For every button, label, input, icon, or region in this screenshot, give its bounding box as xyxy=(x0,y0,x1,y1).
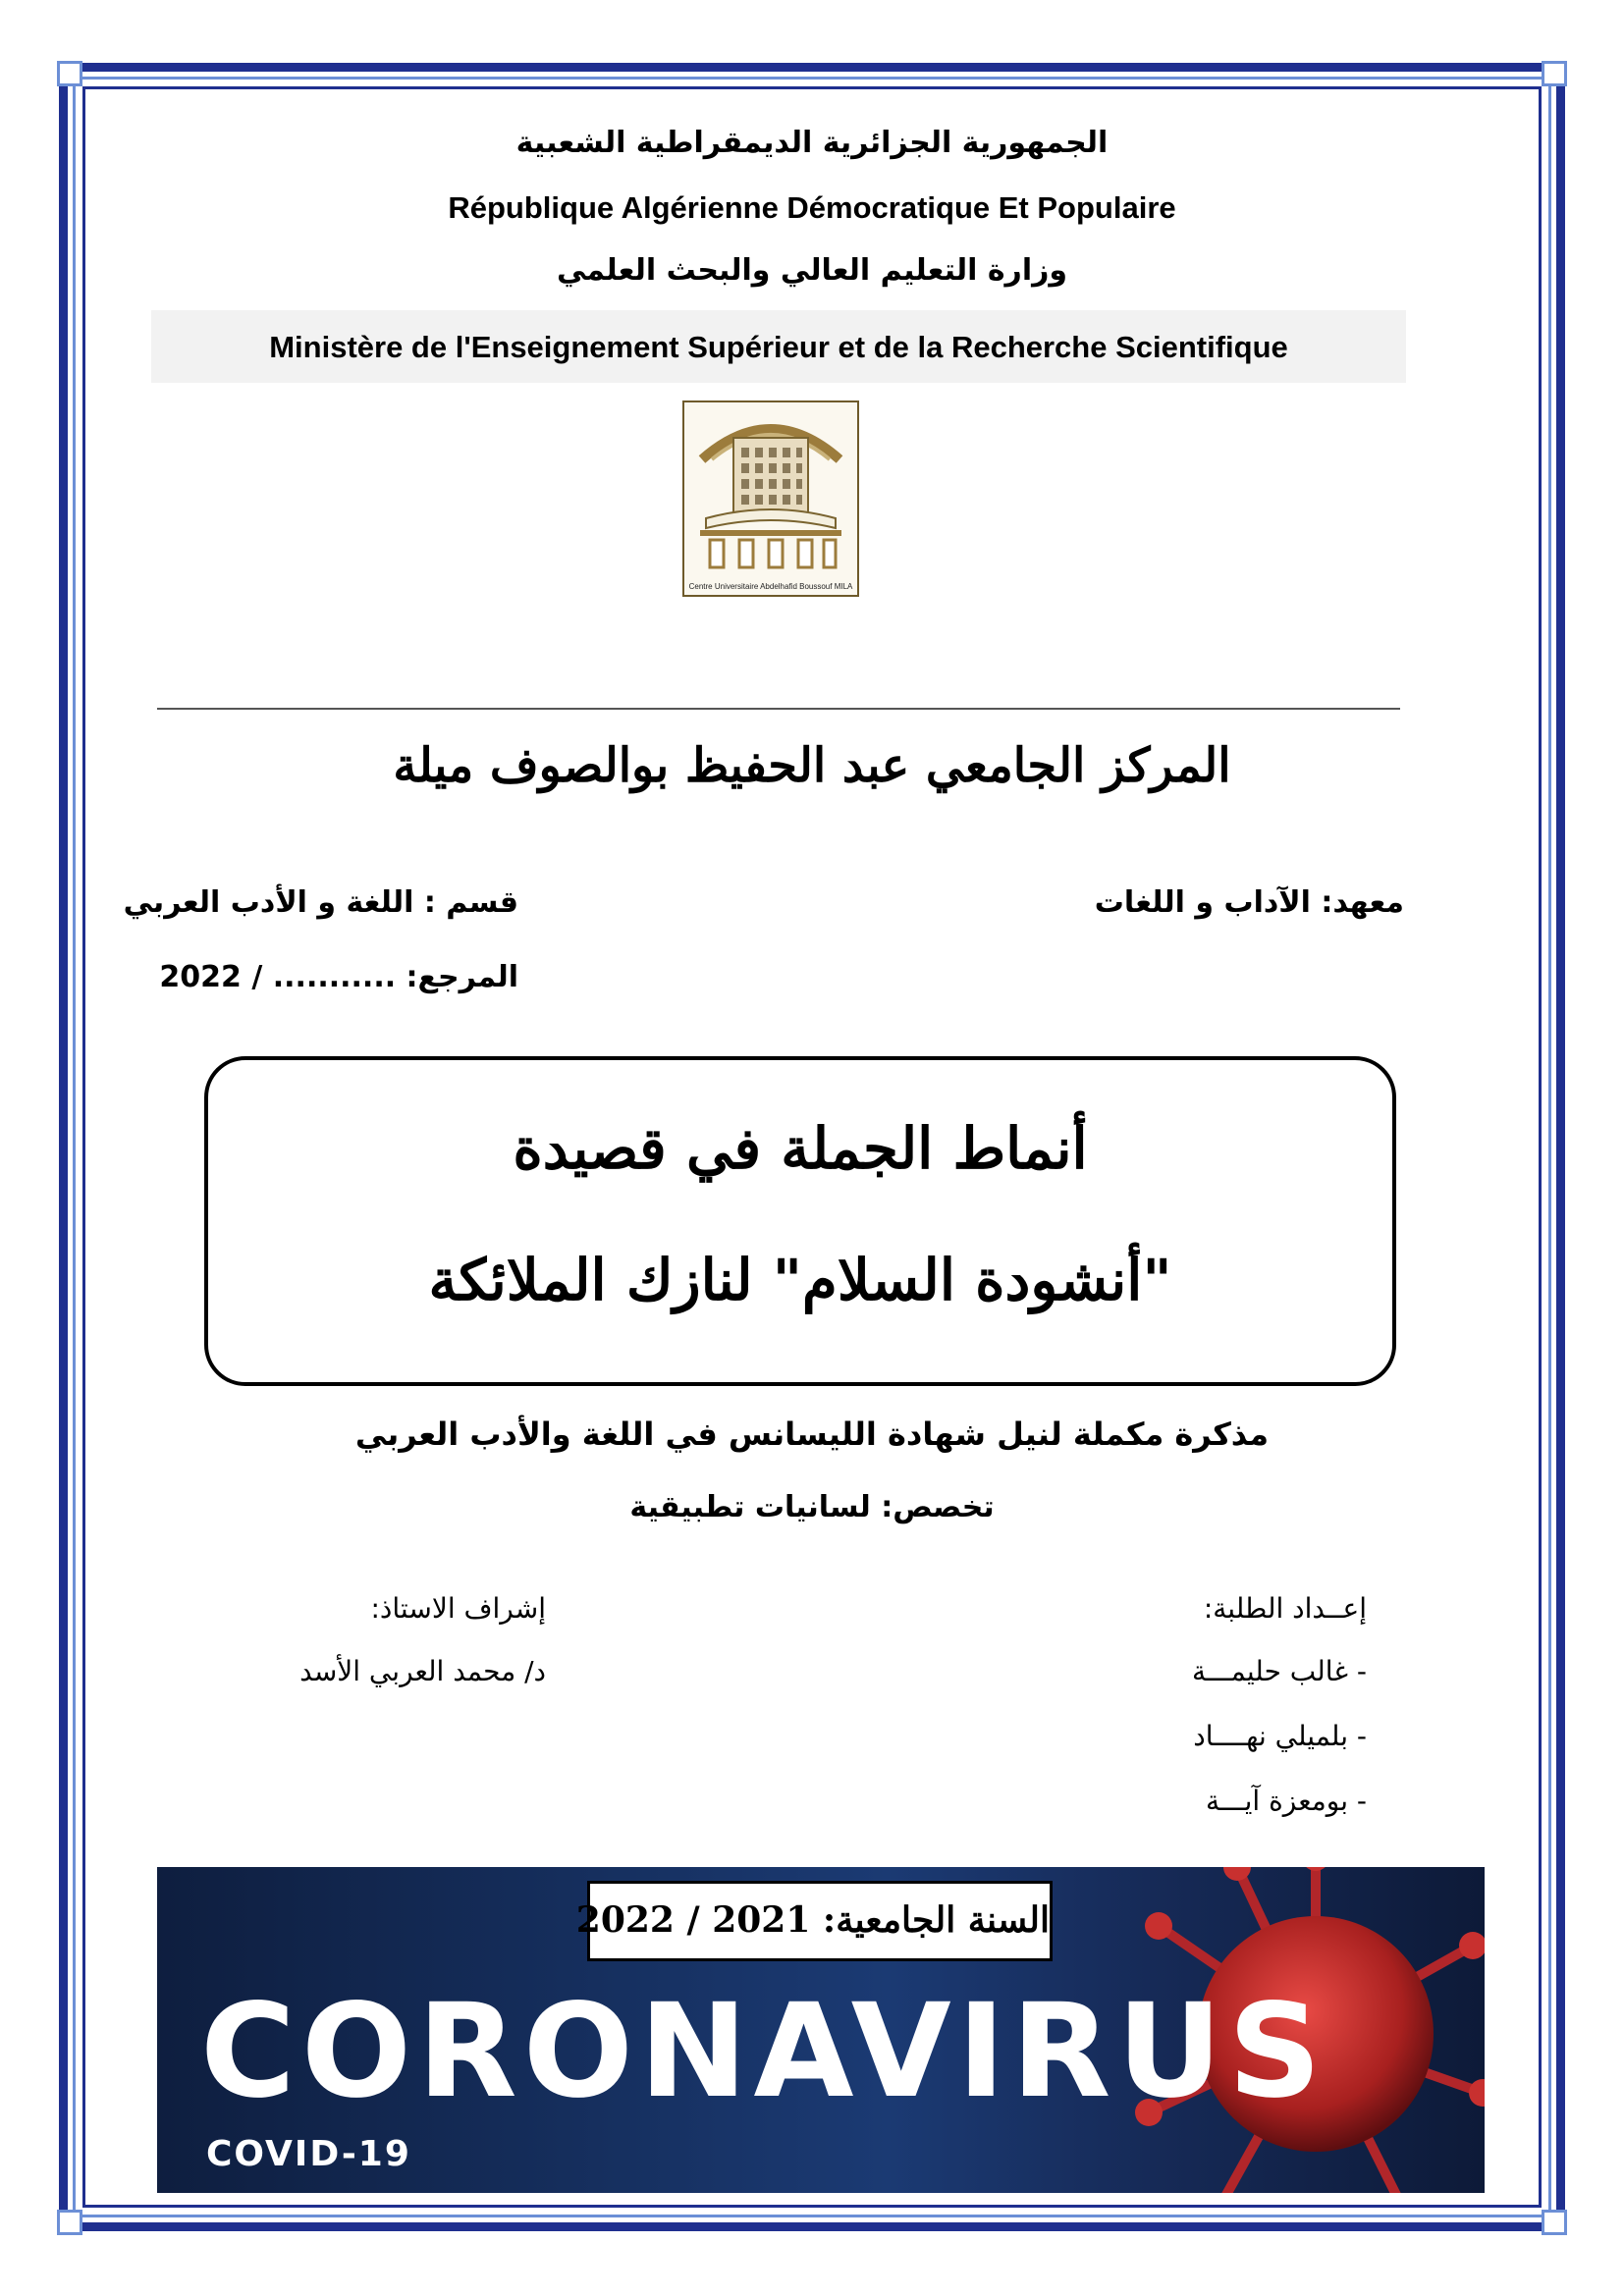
title-box xyxy=(204,1056,1396,1386)
republic-arabic: الجمهورية الجزائرية الديمقراطية الشعبية xyxy=(515,126,1109,160)
institute-label: معهد: الآداب و اللغات xyxy=(1094,885,1404,920)
border-corner-bottom-left xyxy=(57,2210,82,2235)
thesis-title-line1: أنماط الجملة في قصيدة xyxy=(513,1115,1088,1182)
university-logo xyxy=(682,400,859,597)
ministry-arabic: وزارة التعليم العالي والبحث العلمي xyxy=(556,253,1068,288)
ministry-french: Ministère de l'Enseignement Supérieur et de la Recherche Scientifique xyxy=(269,330,1288,364)
student-name: - غالب حليمـــة xyxy=(1192,1655,1367,1687)
student-name: - بلميلي نهــــاد xyxy=(1193,1720,1367,1752)
border-corner-top-right xyxy=(1542,61,1567,86)
academic-year: السنة الجامعية: 2021 / 2022 xyxy=(575,1899,1050,1941)
coronavirus-word: CORONAVIRUS xyxy=(200,1976,1327,2127)
reference-label: المرجع: ........... / 2022 xyxy=(159,960,518,994)
border-corner-top-left xyxy=(57,61,82,86)
logo-caption: Centre Universitaire Abdelhafid Boussouf MILA xyxy=(688,582,853,591)
thesis-title-line2: "أنشودة السلام" لنازك الملائكة xyxy=(428,1247,1172,1313)
memo-purpose: مذكرة مكملة لنيل شهادة الليسانس في اللغة والأدب العربي xyxy=(354,1415,1270,1453)
coronavirus-banner xyxy=(157,1867,1485,2193)
covid-label: COVID-19 xyxy=(206,2134,411,2174)
students-label: إعــداد الطلبة: xyxy=(1203,1592,1367,1625)
academic-year-box xyxy=(575,1881,1053,1961)
border-corner-bottom-right xyxy=(1542,2210,1567,2235)
separator-line xyxy=(157,708,1400,710)
republic-french: République Algérienne Démocratique Et Populaire xyxy=(448,190,1176,225)
student-name: - بومعزة آيـــة xyxy=(1206,1785,1367,1817)
university-center-name: المركز الجامعي عبد الحفيظ بوالصوف ميلة xyxy=(393,738,1231,793)
supervisor-name: د/ محمد العربي الأسد xyxy=(299,1655,546,1687)
supervisor-label: إشراف الاستاذ: xyxy=(370,1592,546,1625)
university-building-icon xyxy=(684,402,857,575)
specialty: تخصص: لسانيات تطبيقية xyxy=(629,1490,995,1524)
department-label: قسم : اللغة و الأدب العربي xyxy=(123,885,518,920)
